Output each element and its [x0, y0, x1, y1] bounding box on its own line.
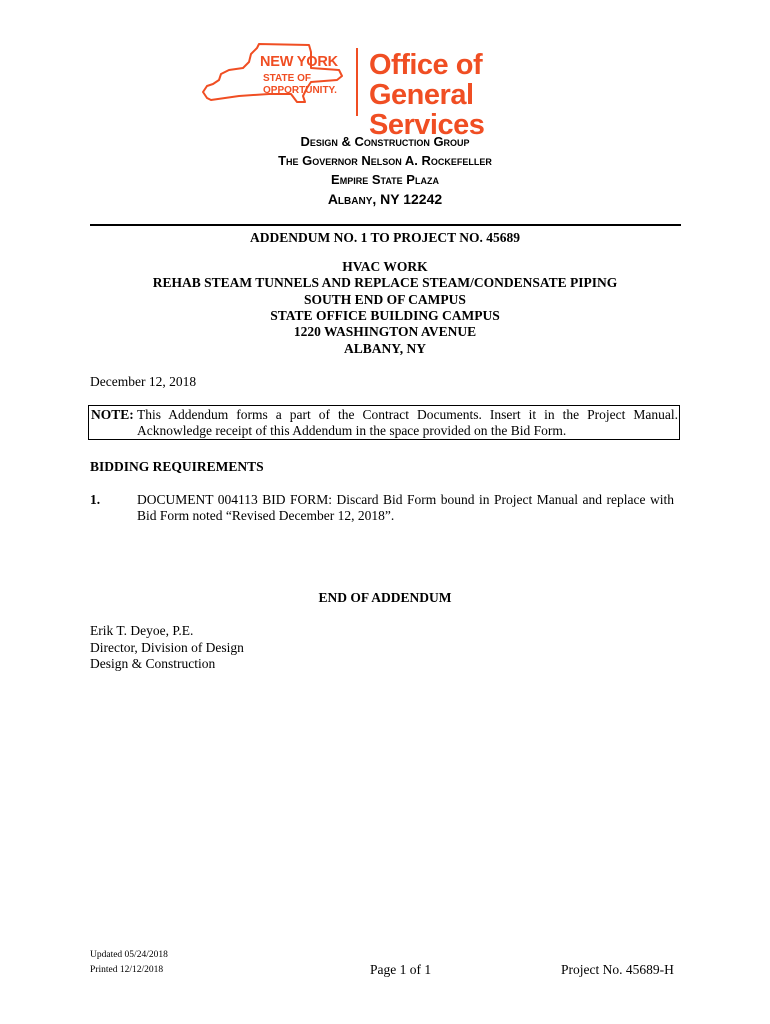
address-line-plaza: Empire State Plaza — [331, 172, 439, 187]
logo-agency-line2: General Services — [369, 79, 485, 141]
footer-updated: Updated 05/24/2018 — [90, 950, 168, 960]
logo-tagline-line1: STATE OF — [263, 73, 311, 84]
address-line-group: Design & Construction Group — [300, 134, 470, 149]
signatory-title: Director, Division of Design — [90, 640, 244, 655]
footer-project-number: Project No. 45689-H — [561, 962, 674, 977]
project-line: ALBANY, NY — [343, 341, 426, 356]
footer-printed: Printed 12/12/2018 — [90, 965, 164, 975]
project-line: REHAB STEAM TUNNELS AND REPLACE STEAM/CONDENSATE PIPING — [152, 275, 618, 290]
item-number: 1. — [90, 492, 101, 507]
project-line: STATE OFFICE BUILDING CAMPUS — [270, 308, 500, 323]
logo-state-name: NEW YORK — [260, 54, 338, 70]
logo-divider — [356, 48, 358, 116]
note-text-line2: Acknowledge receipt of this Addendum in the space provided on the Bid Form. — [137, 423, 567, 438]
ogs-logo — [199, 40, 579, 141]
signatory-department: Design & Construction — [90, 656, 216, 671]
header-rule — [90, 224, 681, 226]
bidding-requirements-heading: BIDDING REQUIREMENTS — [90, 459, 264, 474]
item-text-line2: Bid Form noted “Revised December 12, 2018”. — [137, 508, 395, 523]
signatory-name: Erik T. Deyoe, P.E. — [90, 623, 194, 638]
note-label: NOTE: — [91, 407, 134, 422]
project-line: 1220 WASHINGTON AVENUE — [293, 324, 477, 339]
project-line: SOUTH END OF CAMPUS — [304, 292, 466, 307]
item-text-line1: DOCUMENT 004113 BID FORM: Discard Bid Form bound in Project Manual and replace with — [137, 492, 674, 507]
address-line-city: Albany, NY 12242 — [327, 191, 443, 207]
project-line: HVAC WORK — [342, 259, 428, 274]
note-text-line1: This Addendum forms a part of the Contract Documents. Insert it in the Project Manual. — [137, 407, 678, 422]
addendum-title: ADDENDUM NO. 1 TO PROJECT NO. 45689 — [249, 230, 521, 245]
logo-agency-line1: Office of — [369, 49, 483, 81]
end-of-addendum: END OF ADDENDUM — [318, 590, 452, 605]
footer-page-number: Page 1 of 1 — [370, 962, 432, 977]
addendum-date: December 12, 2018 — [90, 374, 197, 389]
logo-tagline-line2: OPPORTUNITY. — [263, 85, 337, 96]
address-line-building: The Governor Nelson A. Rockefeller — [278, 153, 492, 168]
